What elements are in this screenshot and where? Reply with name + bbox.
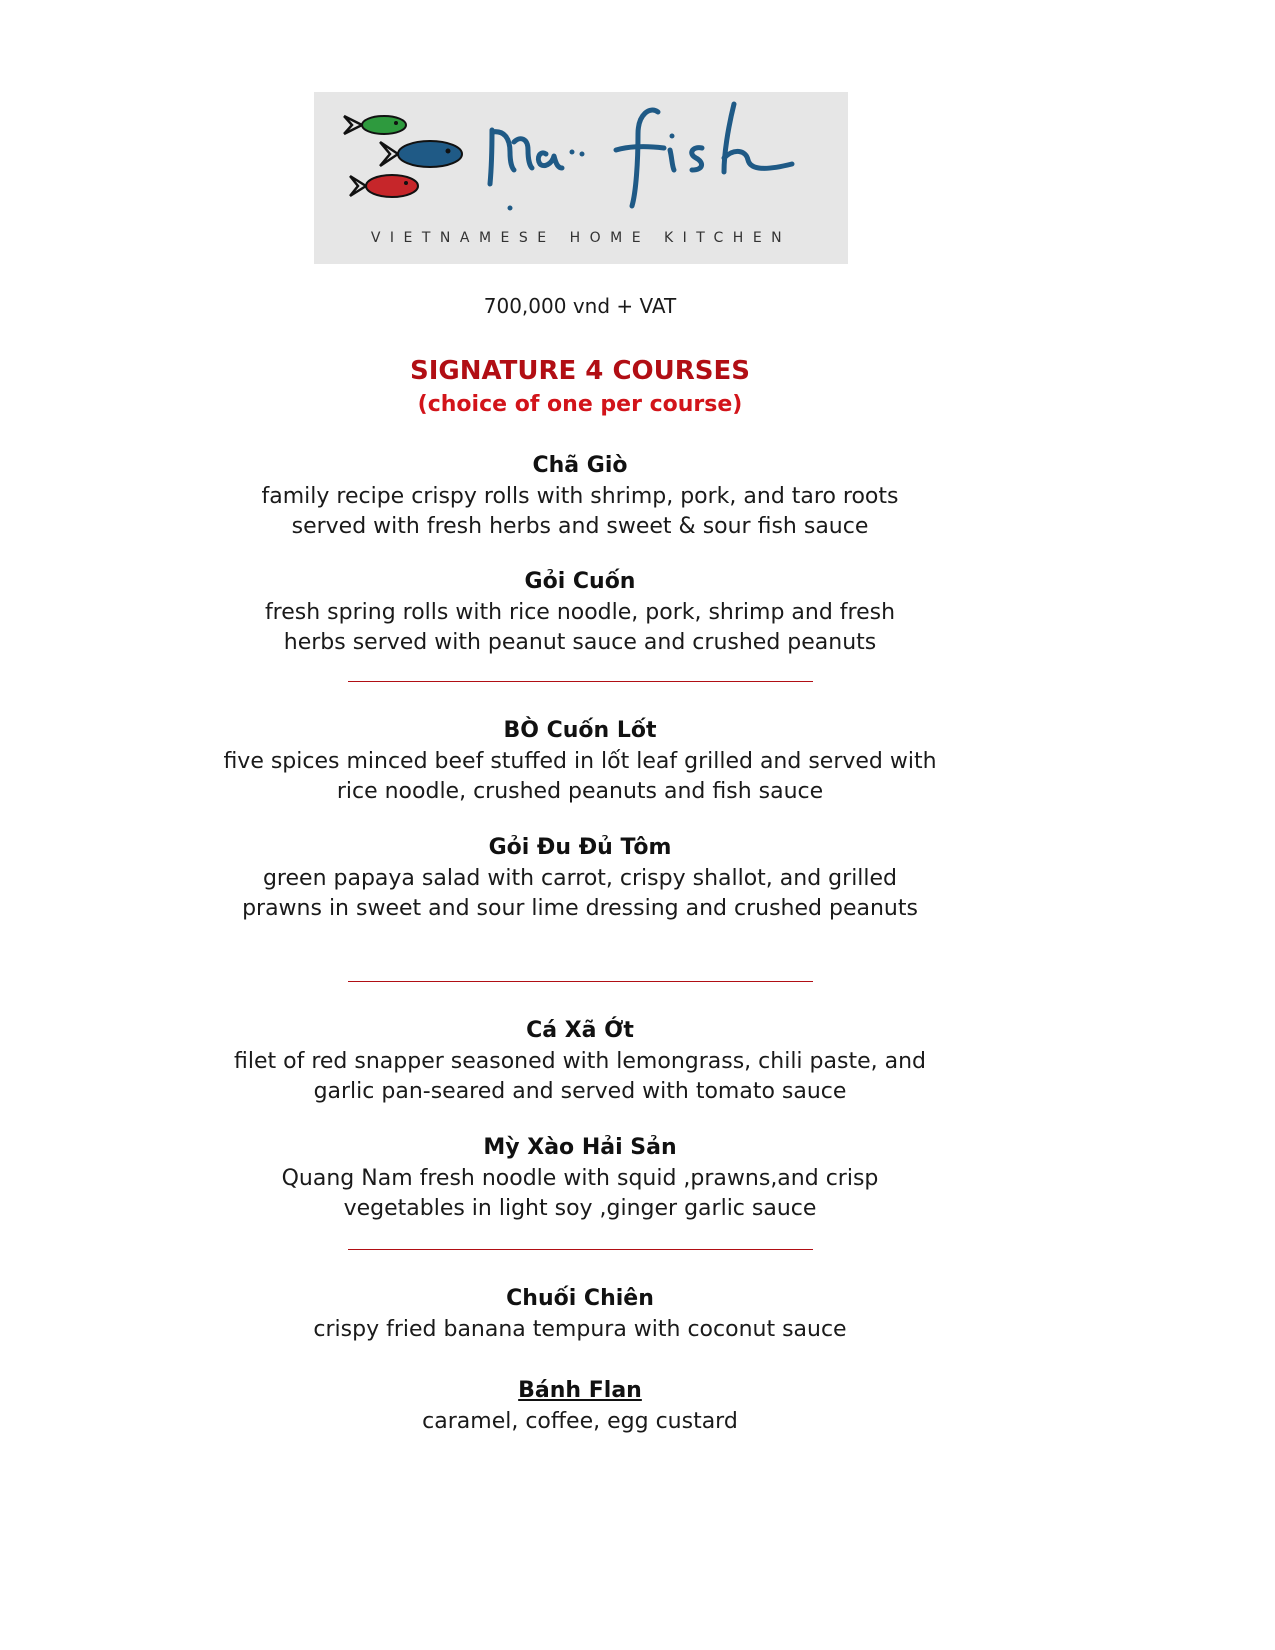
course-divider <box>348 1249 813 1250</box>
menu-subtitle: (choice of one per course) <box>417 392 743 417</box>
dish-name: BÒ Cuốn Lốt <box>503 718 657 743</box>
dish-name: Gỏi Cuốn <box>524 569 636 594</box>
course-divider <box>348 981 813 982</box>
menu-price: 700,000 vnd + VAT <box>483 294 677 318</box>
green-fish-icon <box>344 116 406 134</box>
course-divider <box>348 681 813 682</box>
dish-description: filet of red snapper seasoned with lemongrass, chili paste, and garlic pan-seared and served with tomato sauce <box>234 1049 926 1104</box>
dish-name: Bánh Flan <box>518 1378 642 1403</box>
dish-name: Cá Xã Ớt <box>526 1018 634 1043</box>
dish-item <box>0 1375 1160 1437</box>
dish-item <box>0 1283 1160 1345</box>
dish-item <box>0 566 1160 658</box>
dish-description: caramel, coffee, egg custard <box>422 1409 738 1434</box>
dish-description: Quang Nam fresh noodle with squid ,prawns,and crisp vegetables in light soy ,ginger garlic sauce <box>281 1166 879 1221</box>
dish-item <box>0 450 1160 542</box>
brand-wordmark <box>490 104 792 211</box>
dish-item <box>0 1132 1160 1224</box>
logo-tagline: VIETNAMESE HOME KITCHEN <box>370 230 792 246</box>
dish-description: crispy fried banana tempura with coconut sauce <box>313 1317 847 1342</box>
dish-name: Chuối Chiên <box>506 1286 654 1311</box>
menu-title: SIGNATURE 4 COURSES <box>410 356 750 386</box>
logo <box>314 92 848 264</box>
dish-item <box>0 715 1160 807</box>
dish-item <box>0 1015 1160 1107</box>
dish-name: Gỏi Đu Đủ Tôm <box>488 835 672 860</box>
dish-description: fresh spring rolls with rice noodle, pork, shrimp and fresh herbs served with peanut sauce and crushed peanuts <box>264 600 896 655</box>
dish-description: family recipe crispy rolls with shrimp, pork, and taro roots served with fresh herbs and sweet & sour fish sauce <box>261 484 899 539</box>
dish-name: Mỳ Xào Hải Sản <box>483 1135 677 1160</box>
red-fish-icon <box>350 175 418 197</box>
dish-description: five spices minced beef stuffed in lốt leaf grilled and served with rice noodle, crushed peanuts and fish sauce <box>223 749 937 804</box>
blue-fish-icon <box>380 141 462 167</box>
dish-description: green papaya salad with carrot, crispy shallot, and grilled prawns in sweet and sour lime dressing and crushed peanuts <box>242 866 918 921</box>
dish-name: Chã Giò <box>532 453 628 478</box>
dish-item <box>0 832 1160 924</box>
